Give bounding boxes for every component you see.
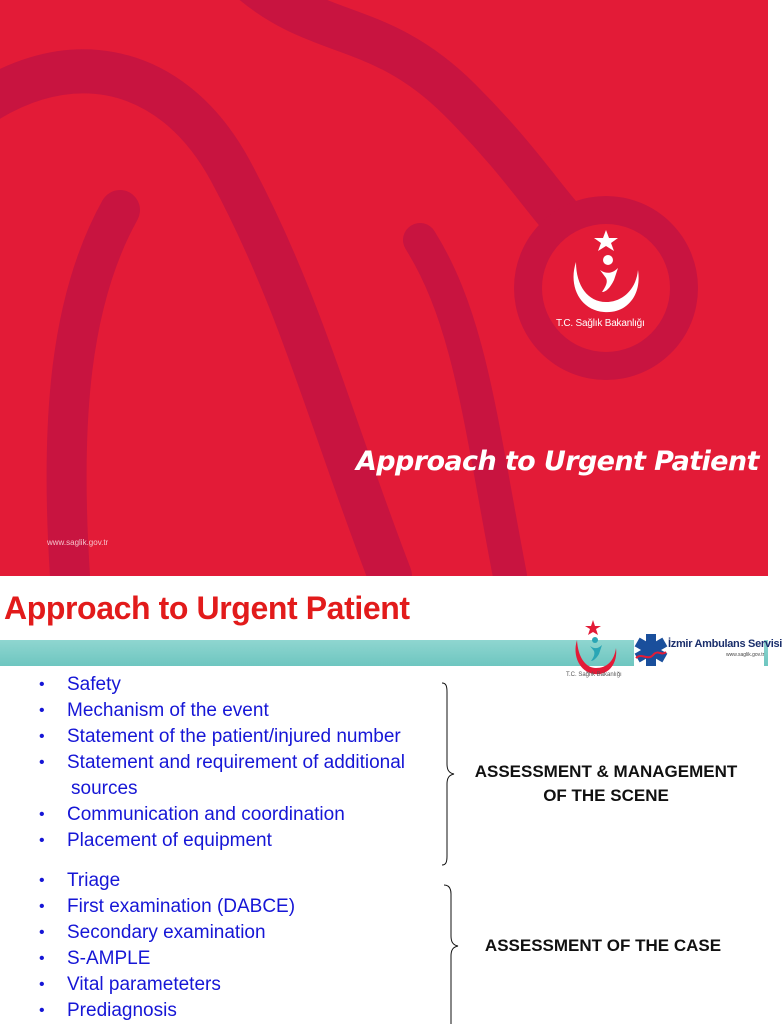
ambulance-service-logo [634, 632, 782, 668]
list-item: • Triage [34, 868, 295, 894]
list-item: • Communication and coordination [34, 802, 405, 828]
website-url: www.saglik.gov.tr [47, 538, 109, 547]
case-assessment-label: ASSESSMENT OF THE CASE [484, 936, 722, 955]
list-item [34, 750, 405, 802]
list-item: • S-AMPLE [34, 946, 295, 972]
list-item: • First examination (DABCE) [34, 894, 295, 920]
star-of-life-icon [634, 632, 668, 668]
list-item: • Safety [34, 672, 405, 698]
scene-brace [440, 682, 456, 866]
list-item: • Secondary examination [34, 920, 295, 946]
scene-label-line2: OF THE SCENE [543, 786, 669, 805]
ambulance-service-name: İzmir Ambulans Servisi [668, 638, 782, 650]
content-slide [0, 576, 782, 1024]
list-item-continuation: sources [71, 778, 138, 799]
ambulance-service-url: www.saglik.gov.tr [726, 652, 765, 658]
ministry-name-small: T.C. Sağlık Bakanlığı [566, 672, 622, 678]
list-item: • Vital parameteters [34, 972, 295, 998]
list-item: • Mechanism of the event [34, 698, 405, 724]
scene-assessment-label [456, 760, 756, 808]
case-assessment-list [34, 868, 295, 1024]
scene-assessment-list [34, 672, 405, 854]
slide2-title: Approach to Urgent Patient [4, 590, 410, 626]
list-item: • Statement of the patient/injured number [34, 724, 405, 750]
slide1-title: Approach to Urgent Patient [356, 446, 759, 477]
case-brace [442, 884, 460, 1024]
list-item: • Prediagnosis [34, 998, 295, 1024]
scene-label-line1: ASSESSMENT & MANAGEMENT [474, 762, 738, 781]
ministry-name: T.C. Sağlık Bakanlığı [556, 318, 645, 329]
list-item-text: Statement and requirement of additional [67, 752, 405, 773]
list-item: • Placement of equipment [34, 828, 405, 854]
